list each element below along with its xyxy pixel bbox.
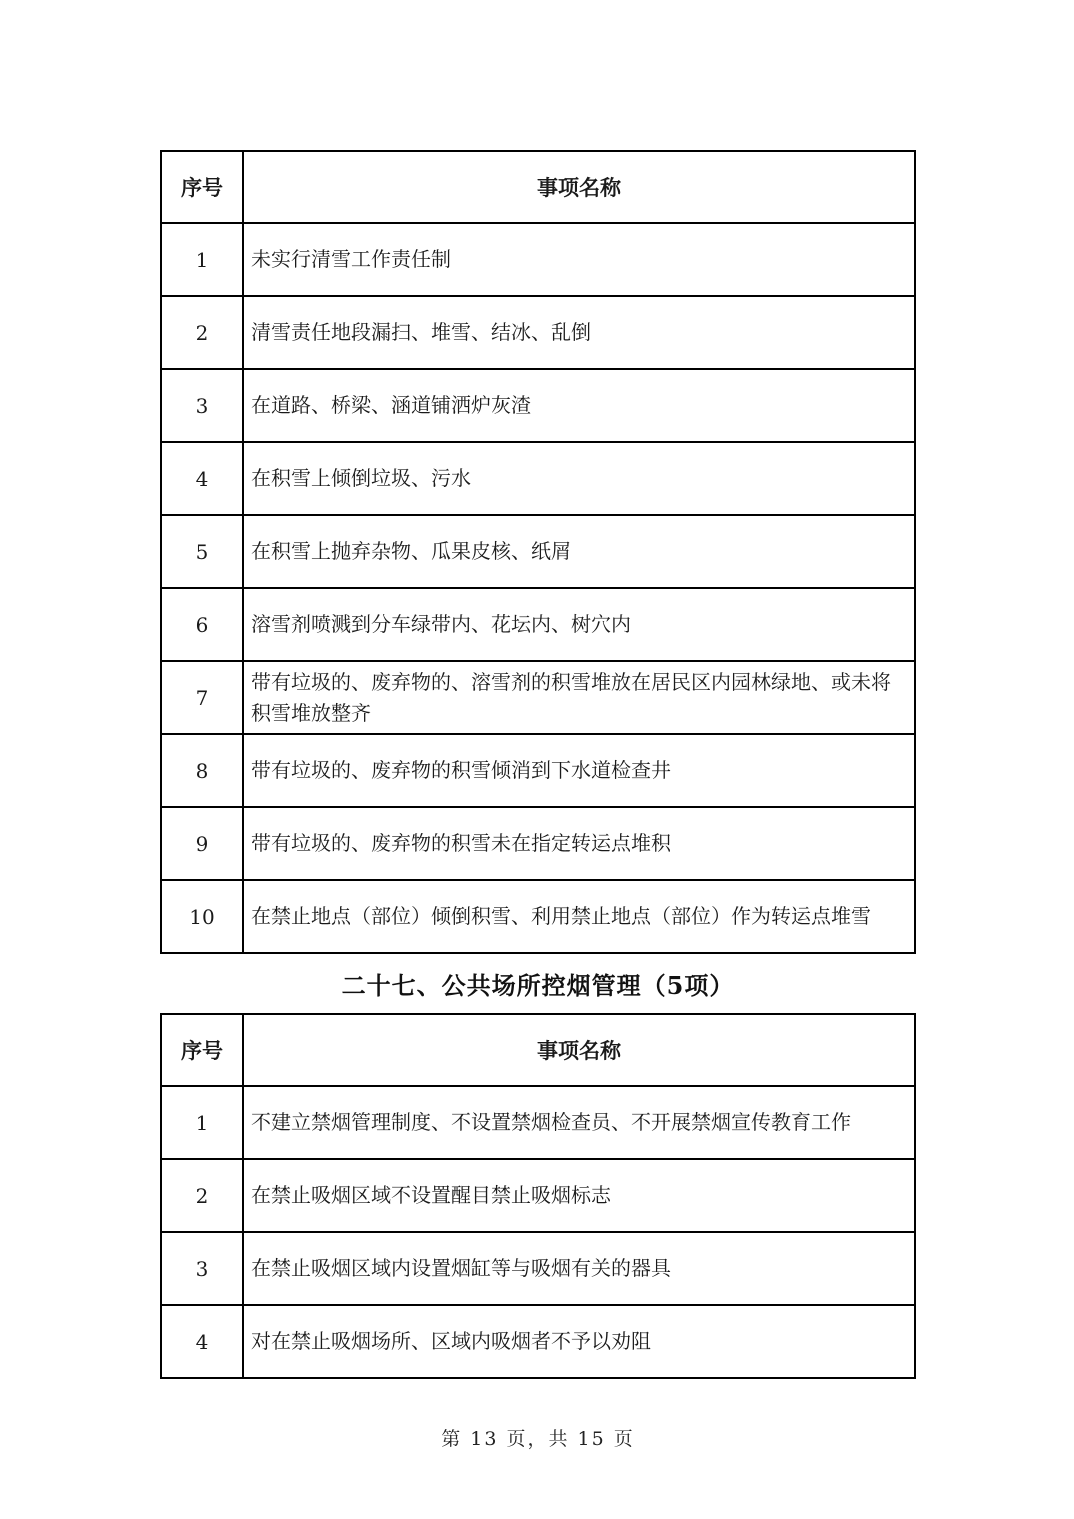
row-serial-number: 1 (161, 1086, 243, 1159)
row-item-name: 清雪责任地段漏扫、堆雪、结冰、乱倒 (243, 296, 915, 369)
row-serial-number: 3 (161, 369, 243, 442)
row-serial-number: 6 (161, 588, 243, 661)
row-item-name: 溶雪剂喷溅到分车绿带内、花坛内、树穴内 (243, 588, 915, 661)
column-header-serial-number: 序号 (161, 1014, 243, 1086)
column-header-serial-number: 序号 (161, 151, 243, 223)
table-row (161, 515, 915, 588)
table-row (161, 1232, 915, 1305)
row-serial-number: 4 (161, 442, 243, 515)
table-row (161, 296, 915, 369)
row-item-name: 带有垃圾的、废弃物的、溶雪剂的积雪堆放在居民区内园林绿地、或未将积雪堆放整齐 (243, 661, 915, 734)
header-row (161, 151, 915, 223)
table-body (161, 1086, 915, 1378)
row-item-name: 不建立禁烟管理制度、不设置禁烟检查员、不开展禁烟宣传教育工作 (243, 1086, 915, 1159)
table-row (161, 807, 915, 880)
row-serial-number: 7 (161, 661, 243, 734)
table-header (161, 1014, 915, 1086)
table-row (161, 880, 915, 953)
row-item-name: 在禁止地点（部位）倾倒积雪、利用禁止地点（部位）作为转运点堆雪 (243, 880, 915, 953)
row-serial-number: 3 (161, 1232, 243, 1305)
row-item-name: 带有垃圾的、废弃物的积雪倾消到下水道检查井 (243, 734, 915, 807)
row-item-name: 在道路、桥梁、涵道铺洒炉灰渣 (243, 369, 915, 442)
table-row (161, 588, 915, 661)
table-header (161, 151, 915, 223)
row-item-name: 带有垃圾的、废弃物的积雪未在指定转运点堆积 (243, 807, 915, 880)
document-content (160, 150, 916, 1379)
row-serial-number: 4 (161, 1305, 243, 1378)
page-number-footer: 第 13 页，共 15 页 (441, 1428, 635, 1450)
column-header-item-name: 事项名称 (243, 1014, 915, 1086)
row-serial-number: 2 (161, 296, 243, 369)
row-item-name: 在禁止吸烟区域不设置醒目禁止吸烟标志 (243, 1159, 915, 1232)
row-serial-number: 1 (161, 223, 243, 296)
header-row (161, 1014, 915, 1086)
row-serial-number: 2 (161, 1159, 243, 1232)
table-row (161, 1159, 915, 1232)
column-header-item-name: 事项名称 (243, 151, 915, 223)
row-item-name: 在积雪上抛弃杂物、瓜果皮核、纸屑 (243, 515, 915, 588)
row-serial-number: 5 (161, 515, 243, 588)
row-item-name: 未实行清雪工作责任制 (243, 223, 915, 296)
table-row (161, 1305, 915, 1378)
row-item-name: 在积雪上倾倒垃圾、污水 (243, 442, 915, 515)
table-row (161, 734, 915, 807)
section-title: 二十七、公共场所控烟管理（5项） (341, 971, 735, 1000)
row-serial-number: 10 (161, 880, 243, 953)
row-item-name: 在禁止吸烟区域内设置烟缸等与吸烟有关的器具 (243, 1232, 915, 1305)
snow-clearing-items-table (160, 150, 916, 954)
table-row (161, 223, 915, 296)
table-row (161, 1086, 915, 1159)
table-row (161, 442, 915, 515)
row-serial-number: 9 (161, 807, 243, 880)
row-item-name: 对在禁止吸烟场所、区域内吸烟者不予以劝阻 (243, 1305, 915, 1378)
row-serial-number: 8 (161, 734, 243, 807)
table-row (161, 369, 915, 442)
smoking-control-items-table (160, 1013, 916, 1379)
table-body (161, 223, 915, 953)
table-row (161, 661, 915, 734)
